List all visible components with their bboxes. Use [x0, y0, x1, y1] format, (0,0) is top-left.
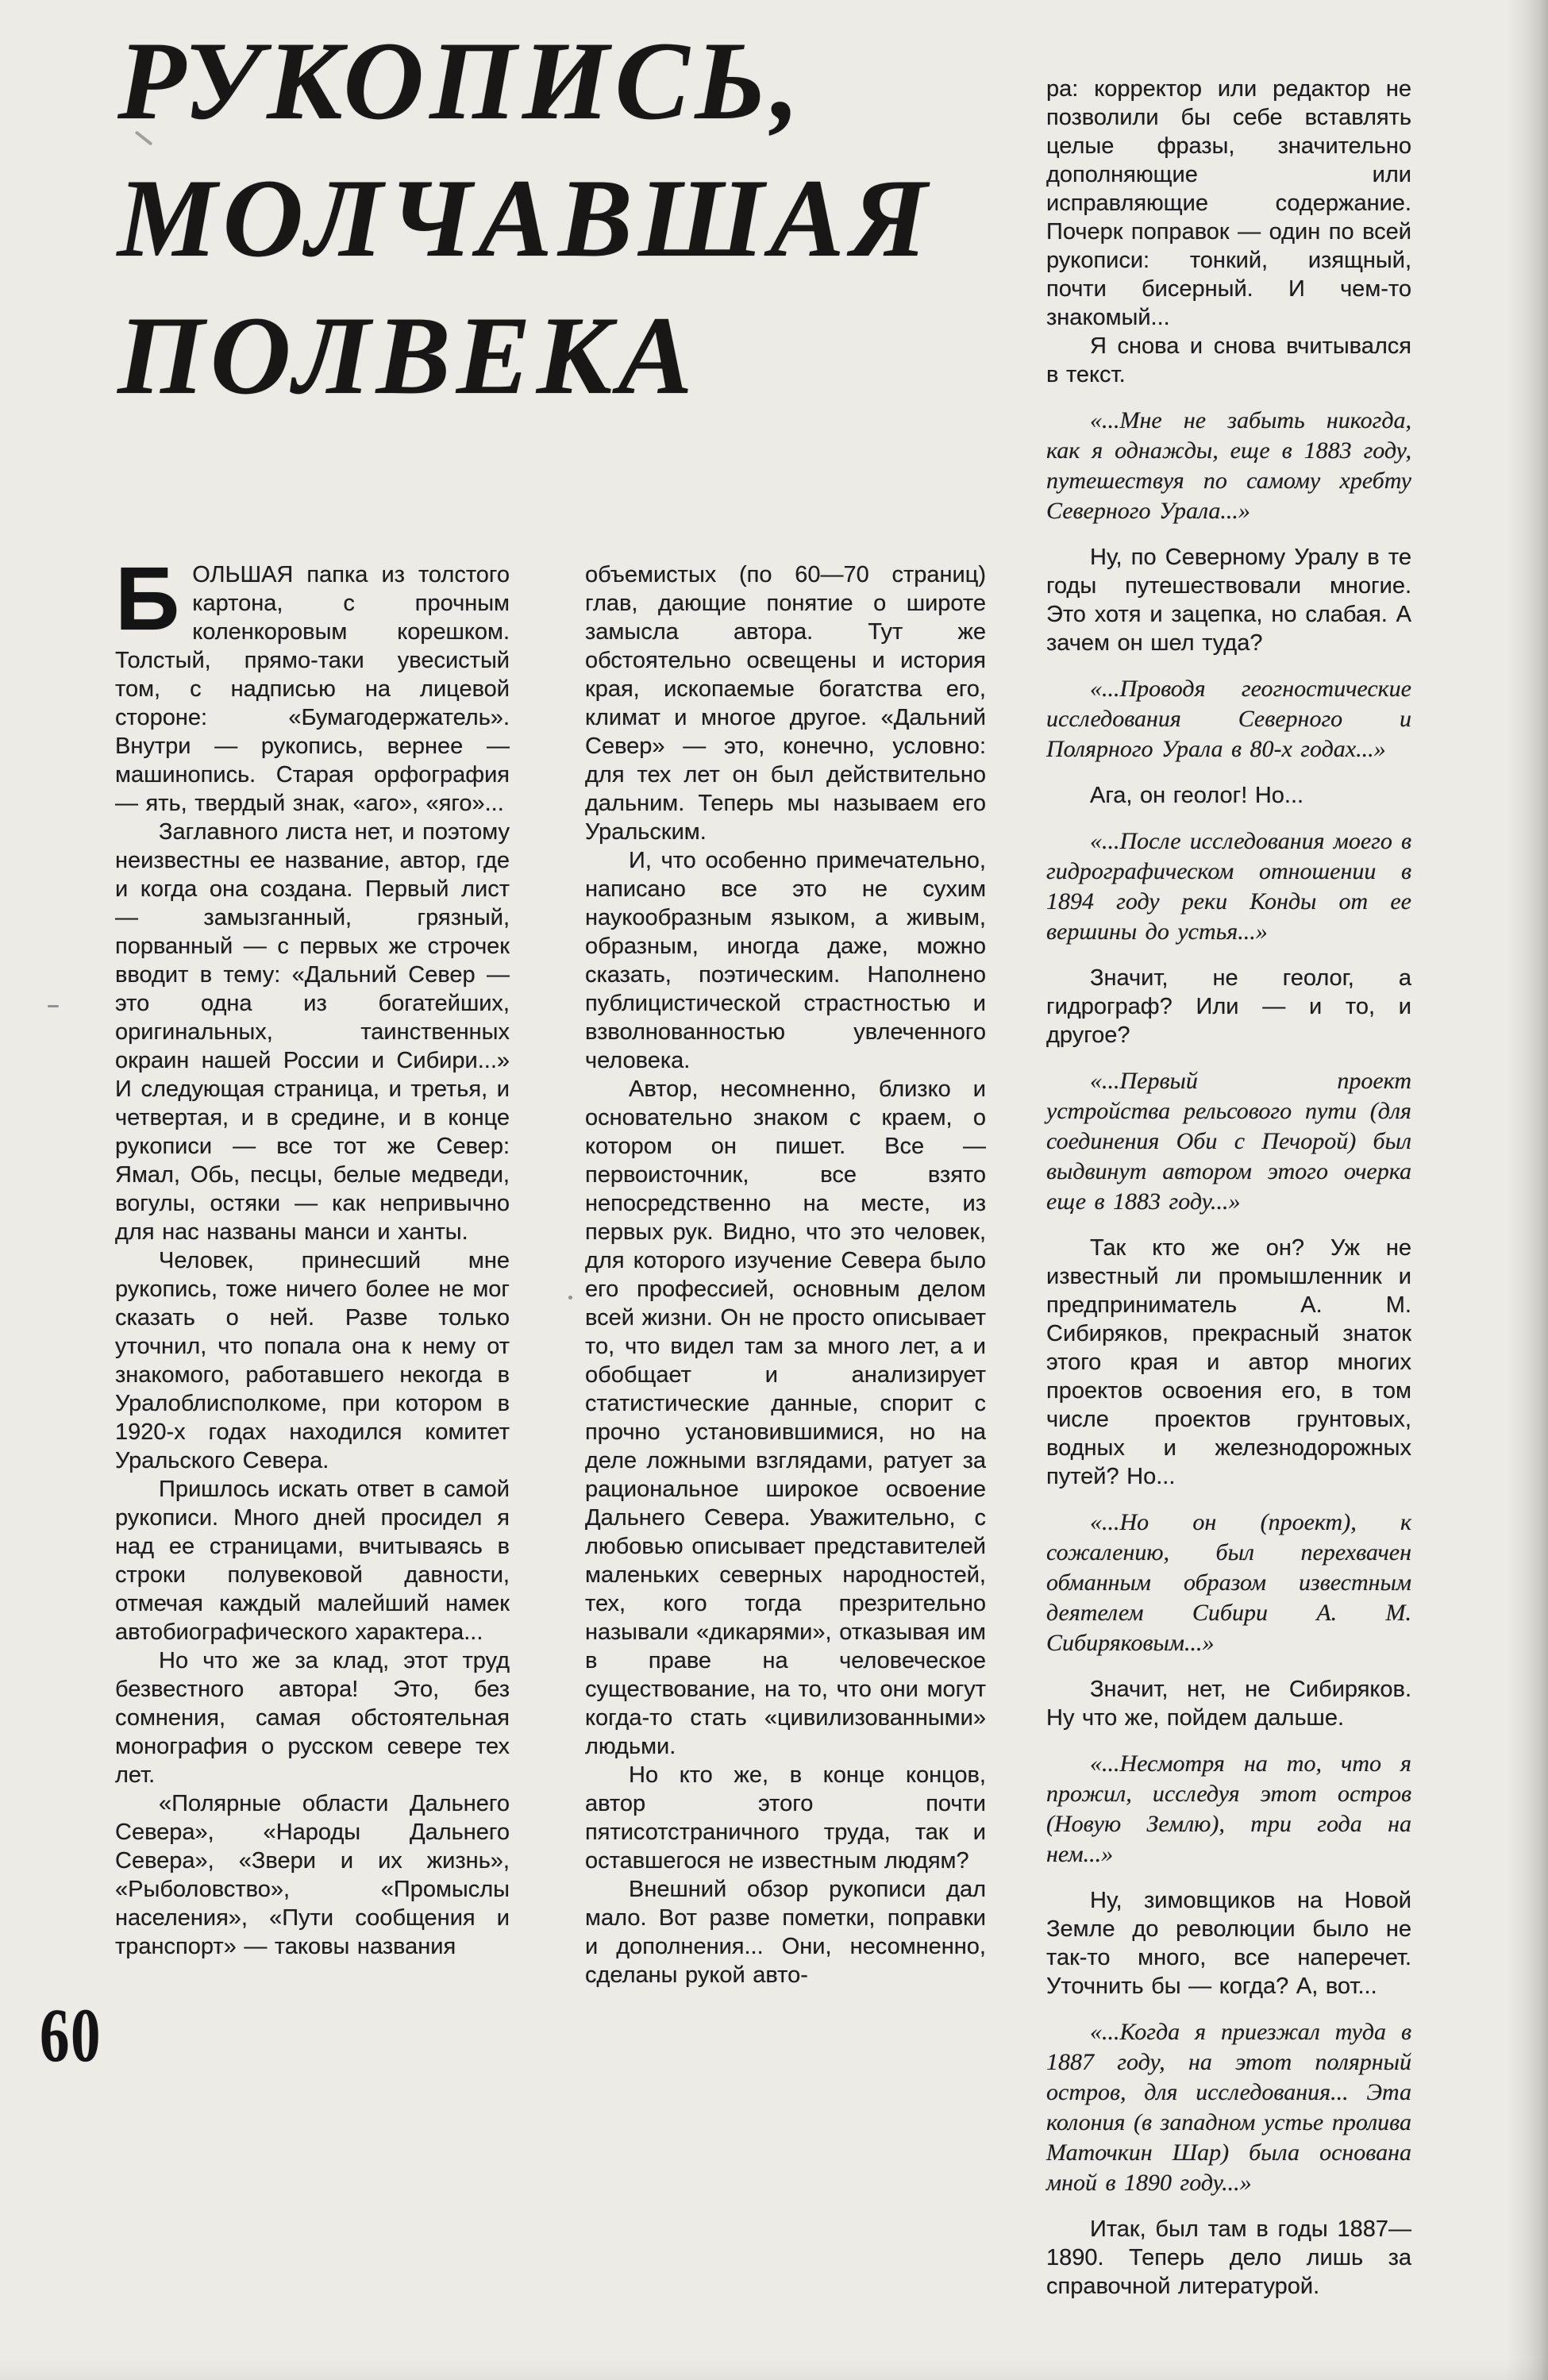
- drop-cap: Б: [115, 549, 180, 649]
- paragraph: Но кто же, в конце концов, автор этого почти пятисотстраничного труда, так и оставшегося не известным людям?: [585, 1762, 986, 1874]
- paragraph: Итак, был там в годы 1887—1890. Теперь дело лишь за справочной литературой.: [1046, 2216, 1411, 2299]
- quote-paragraph: «...Несмотря на то, что я прожил, исследуя этот остров (Новую Землю), три года на нем...»: [1046, 1750, 1411, 1867]
- paragraph: ра: корректор или редактор не позволили бы себе вставлять целые фразы, значительно дополняющие или исправляющие содержание. Почерк поправок — один по всей рукописи: тонкий, изящный, почти бисерный. И чем-то знакомый...: [1046, 76, 1411, 330]
- paragraph: Ага, он геолог! Но...: [1090, 783, 1304, 808]
- quote-paragraph: «...Но он (проект), к сожалению, был перехвачен обманным образом известным деятелем Сибири А. М. Сибиряковым...»: [1046, 1509, 1411, 1656]
- quote-paragraph: «...Мне не забыть никогда, как я однажды, еще в 1883 году, путешествуя по самому хребту Северного Урала...»: [1046, 407, 1411, 524]
- paragraph: Ну, по Северному Уралу в те годы путешествовали многие. Это хотя и зацепка, но слабая. А зачем он шел туда?: [1046, 545, 1411, 656]
- page-bottom-shadow: [0, 2359, 1548, 2380]
- page-edge-shadow: [1507, 0, 1548, 2380]
- paragraph: Я снова и снова вчитывался в текст.: [1046, 333, 1411, 387]
- paragraph: «Полярные области Дальнего Севера», «Народы Дальнего Севера», «Звери и их жизнь», «Рыболовство», «Промыслы населения», «Пути сообщения и транспорт» — таковы названия: [115, 1791, 510, 1959]
- paragraph-text: ОЛЬШАЯ папка из толстого картона, с прочным коленкоровым корешком. Толстый, прямо-таки увесистый том, с надписью на лицевой стороне: «Бумагодержатель». Внутри — рукопись, вернее — машинопись. Старая орфография — ять, твердый знак, «аго», «яго»...: [115, 562, 510, 816]
- paragraph: объемистых (по 60—70 страниц) глав, дающие понятие о широте замысла автора. Тут же обстоятельно освещены и история края, ископаемые богатства его, климат и многое другое. «Дальний Север» — это, конечно, условно: для тех лет он был действительно дальним. Теперь мы называем его Уральским.: [585, 562, 986, 845]
- column-3: [1046, 75, 1411, 2301]
- paper-speck: [568, 1296, 572, 1300]
- paragraph: И, что особенно примечательно, написано все это не сухим наукообразным языком, а живым, образным, иногда даже, можно сказать, поэтическим. Наполнено публицистической страстностью и взволнованностью увлеченного человека.: [585, 848, 986, 1073]
- page-number: 60: [40, 1993, 102, 2078]
- title-line-3: ПОЛВЕКА: [117, 294, 699, 418]
- paragraph: Значит, не геолог, а гидрограф? Или — и то, и другое?: [1046, 965, 1411, 1048]
- paragraph: Ну, зимовщиков на Новой Земле до революции было не так-то много, все наперечет. Уточнить бы — когда? А, вот...: [1046, 1888, 1411, 1999]
- quote-paragraph: «...Когда я приезжал туда в 1887 году, на этот полярный остров, для исследования... Эта колония (в западном устье пролива Маточкин Шар) была основана мной в 1890 году...»: [1046, 2019, 1411, 2196]
- title-line-2: МОЛЧАВШАЯ: [117, 156, 933, 280]
- paragraph: Но что же за клад, этот труд безвестного автора! Это, без сомнения, самая обстоятельная монография о русском севере тех лет.: [115, 1648, 510, 1788]
- paragraph: Заглавного листа нет, и поэтому неизвестны ее название, автор, где и когда она создана. Первый лист — замызганный, грязный, порванный — с первых же строчек вводит в тему: «Дальний Север — это одна из богатейших, оригинальных, таинственных окраин нашей России и Сибири...» И следующая страница, и третья, и четвертая, и в средине, и в конце рукописи — все тот же Север: Ямал, Обь, песцы, белые медведи, вогулы, остяки — как непривычно для нас названы манси и ханты.: [115, 819, 510, 1245]
- paragraph: Значит, нет, не Сибиряков. Ну что же, пойдем дальше.: [1046, 1677, 1411, 1731]
- article-title: [117, 13, 933, 425]
- paragraph: Автор, несомненно, близко и основательно знаком с краем, о котором он пишет. Все — первоисточник, все взято непосредственно на месте, из первых рук. Видно, что это человек, для которого изучение Севера было его профессией, основным делом всей жизни. Он не просто описывает то, что видел там за много лет, а и обобщает и анализирует статистические данные, спорит с прочно установившимися, но на деле ложными взглядами, ратует за рациональное широкое освоение Дальнего Севера. Уважительно, с любовью описывает представителей маленьких северных народностей, тех, кого тогда презрительно называли «дикарями», отказывая им в праве на человеческое существование, на то, что они могут когда-то стать «цивилизованными» людьми.: [585, 1076, 986, 1759]
- column-1: [115, 549, 510, 1961]
- paragraph: [115, 549, 510, 818]
- quote-paragraph: «...Проводя геогностические исследования Северного и Полярного Урала в 80-х годах...»: [1046, 676, 1411, 762]
- title-line-1: РУКОПИСЬ,: [117, 19, 806, 143]
- paragraph: Человек, принесший мне рукопись, тоже ничего более не мог сказать о ней. Разве только уточнил, что попала она к нему от знакомого, работавшего некогда в Уралоблисполкоме, при котором в 1920-х годах находился комитет Уральского Севера.: [115, 1248, 510, 1473]
- paper-speck: [48, 1005, 59, 1007]
- paragraph: Внешний обзор рукописи дал мало. Вот разве пометки, поправки и дополнения... Они, несомненно, сделаны рукой авто-: [585, 1877, 986, 1988]
- paragraph: Пришлось искать ответ в самой рукописи. Много дней просидел я над ее страницами, вчитываясь в строки полувековой давности, отмечая каждый малейший намек автобиографического характера...: [115, 1477, 510, 1645]
- paragraph: Так кто же он? Уж не известный ли промышленник и предприниматель А. М. Сибиряков, прекрасный знаток этого края и автор многих проектов освоения его, в том числе проектов грунтовых, водных и железнодорожных путей? Но...: [1046, 1235, 1411, 1489]
- quote-paragraph: «...Первый проект устройства рельсового пути (для соединения Оби с Печорой) был выдвинут автором этого очерка еще в 1883 году...»: [1046, 1068, 1411, 1215]
- column-2: [585, 560, 986, 1989]
- quote-paragraph: «...После исследования моего в гидрографическом отношении в 1894 году реки Конды от ее вершины до устья...»: [1046, 828, 1411, 945]
